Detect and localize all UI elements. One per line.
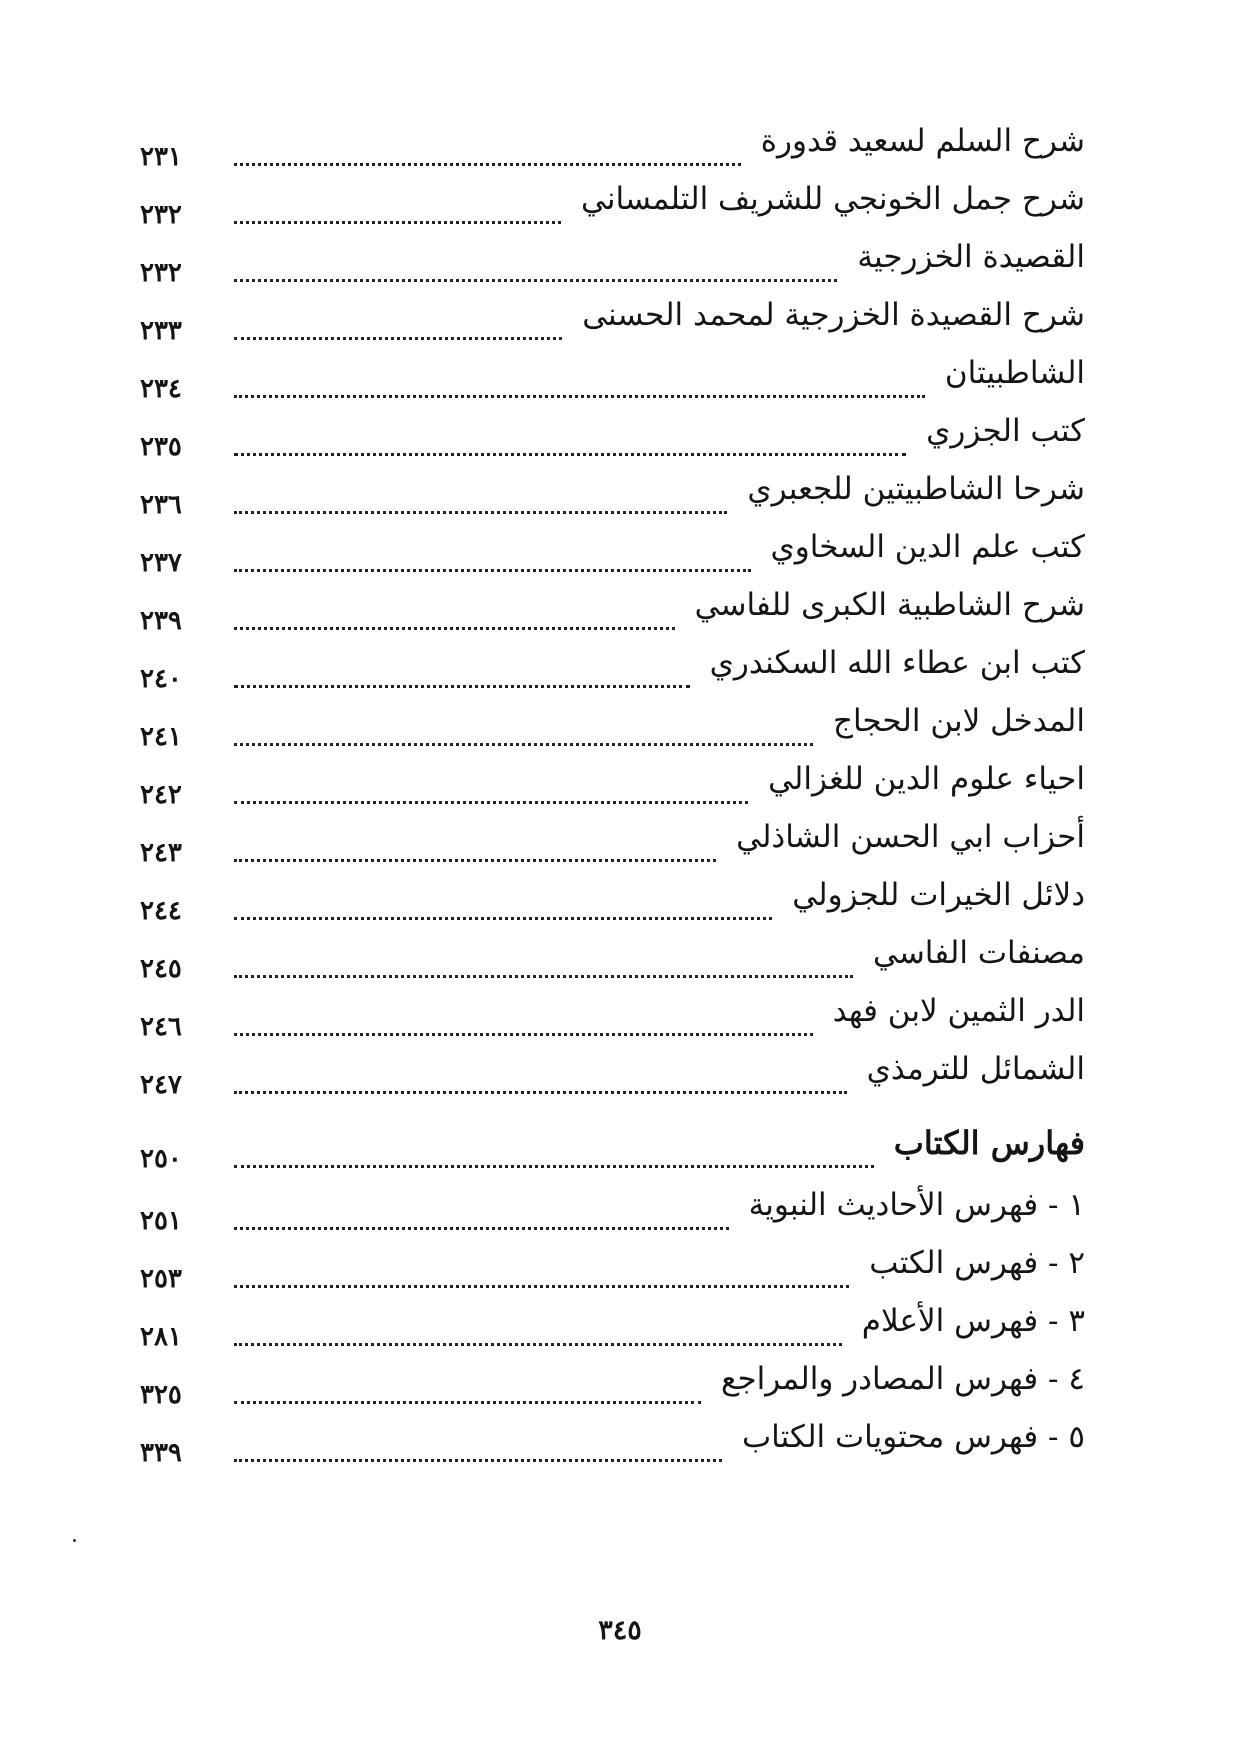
toc-index-page: ٢٥٣: [140, 1264, 182, 1294]
toc-entry-page: ٢٤٢: [140, 780, 182, 810]
toc-index-entry: [140, 1292, 1085, 1350]
dot-leader: [234, 279, 837, 282]
dot-leader: [234, 801, 748, 804]
dot-leader: [234, 1165, 874, 1168]
toc-index-title: ٤ - فهرس المصادر والمراجع: [720, 1361, 1085, 1397]
toc-entry-page: ٢٤٥: [140, 954, 182, 984]
page-number: ٣٤٥: [598, 1615, 642, 1646]
toc-index-title: ٥ - فهرس محتويات الكتاب: [741, 1419, 1085, 1455]
dot-leader: [234, 859, 716, 862]
toc-entry: [140, 344, 1085, 402]
toc-entry-title: الشمائل للترمذي: [866, 1051, 1085, 1087]
toc-entry: [140, 634, 1085, 692]
dot-leader: [234, 337, 562, 340]
toc-entry-page: ٢٣٩: [140, 606, 182, 636]
dot-leader: [234, 1227, 729, 1230]
dot-leader: [234, 395, 925, 398]
dot-leader: [234, 1401, 701, 1404]
toc-entry-title: الشاطبيتان: [944, 355, 1085, 391]
toc-entry: [140, 982, 1085, 1040]
toc-entry: [140, 170, 1085, 228]
toc-entry-title: الدر الثمين لابن فهد: [832, 993, 1085, 1029]
toc-entry-title: شرح الشاطبية الكبرى للفاسي: [694, 587, 1085, 623]
toc-index-entry: [140, 1408, 1085, 1466]
toc-entry-page: ٢٣٣: [140, 316, 182, 346]
toc-entry-page: ٢٣٦: [140, 490, 182, 520]
toc-entry: [140, 460, 1085, 518]
toc-entry: [140, 576, 1085, 634]
dot-leader: [234, 1285, 849, 1288]
toc-entry: [140, 750, 1085, 808]
dot-leader: [234, 1033, 813, 1036]
toc-entry-title: احياء علوم الدين للغزالي: [768, 761, 1085, 797]
toc-index-page: ٣٣٩: [140, 1438, 182, 1468]
dot-leader: [234, 1343, 842, 1346]
dot-leader: [234, 1091, 847, 1094]
toc-entry-title: كتب علم الدين السخاوي: [770, 529, 1085, 565]
toc-entry-page: ٢٤٣: [140, 838, 182, 868]
toc-entry-title: مصنفات الفاسي: [872, 935, 1085, 971]
dot-leader: [234, 453, 906, 456]
toc-entry-title: أحزاب ابي الحسن الشاذلي: [736, 819, 1085, 855]
toc-entry-page: ٢٣١: [140, 142, 182, 172]
toc-entry-title: المدخل لابن الحجاج: [832, 703, 1085, 739]
toc-entry: [140, 518, 1085, 576]
toc-section-heading: [140, 1104, 1085, 1172]
toc-entry: [140, 1040, 1085, 1098]
dot-leader: [234, 975, 853, 978]
dot-leader: [234, 685, 690, 688]
toc-entry-page: ٢٤١: [140, 722, 182, 752]
toc-entry-title: دلائل الخيرات للجزولي: [792, 877, 1085, 913]
toc-entry-page: ٢٣٢: [140, 200, 182, 230]
toc-entry-page: ٢٤٧: [140, 1070, 182, 1100]
toc-index-entry: [140, 1234, 1085, 1292]
dot-leader: [234, 569, 751, 572]
dot-leader: [234, 917, 772, 920]
dot-leader: [234, 221, 561, 224]
toc-entry: [140, 808, 1085, 866]
toc-entry-title: القصيدة الخزرجية: [857, 239, 1085, 275]
toc-index-entry: [140, 1176, 1085, 1234]
toc-entry-title: شرحا الشاطبيتين للجعبري: [747, 471, 1085, 507]
toc-section-title: فهارس الكتاب: [893, 1124, 1085, 1162]
toc-entry-title: شرح القصيدة الخزرجية لمحمد الحسنى: [582, 297, 1085, 333]
toc-entry: [140, 692, 1085, 750]
toc-entry-page: ٢٣٥: [140, 432, 182, 462]
toc-entry-page: ٢٣٢: [140, 258, 182, 288]
toc-entry-page: ٢٤٦: [140, 1012, 182, 1042]
dot-leader: [234, 1459, 722, 1462]
toc-entry: [140, 924, 1085, 982]
toc-entry: [140, 112, 1085, 170]
toc-entry: [140, 866, 1085, 924]
toc-section-page: ٢٥٠: [140, 1144, 182, 1174]
toc-index-title: ١ - فهرس الأحاديث النبوية: [748, 1187, 1085, 1223]
dot-leader: [234, 511, 727, 514]
toc-entry-page: ٢٣٧: [140, 548, 182, 578]
toc-entry-page: ٢٣٤: [140, 374, 182, 404]
scan-speck: [73, 1539, 76, 1542]
dot-leader: [234, 627, 675, 630]
toc-entry-page: ٢٤٠: [140, 664, 182, 694]
toc-index-title: ٢ - فهرس الكتب: [869, 1245, 1085, 1281]
toc-entry-page: ٢٤٤: [140, 896, 182, 926]
toc-entry-title: كتب ابن عطاء الله السكندري: [709, 645, 1085, 681]
toc-index-title: ٣ - فهرس الأعلام: [861, 1303, 1085, 1339]
toc-entry-title: شرح جمل الخونجي للشريف التلمساني: [581, 181, 1085, 217]
dot-leader: [234, 743, 813, 746]
toc-index-page: ٢٥١: [140, 1206, 182, 1236]
toc-entry: [140, 228, 1085, 286]
toc-entry: [140, 402, 1085, 460]
table-of-contents: [140, 112, 1085, 1466]
toc-index-entry: [140, 1350, 1085, 1408]
toc-index-page: ٢٨١: [140, 1322, 182, 1352]
toc-entry-title: شرح السلم لسعيد قدورة: [760, 123, 1085, 159]
toc-entry: [140, 286, 1085, 344]
toc-index-page: ٣٢٥: [140, 1380, 182, 1410]
dot-leader: [234, 163, 741, 166]
toc-entry-title: كتب الجزري: [926, 413, 1085, 449]
